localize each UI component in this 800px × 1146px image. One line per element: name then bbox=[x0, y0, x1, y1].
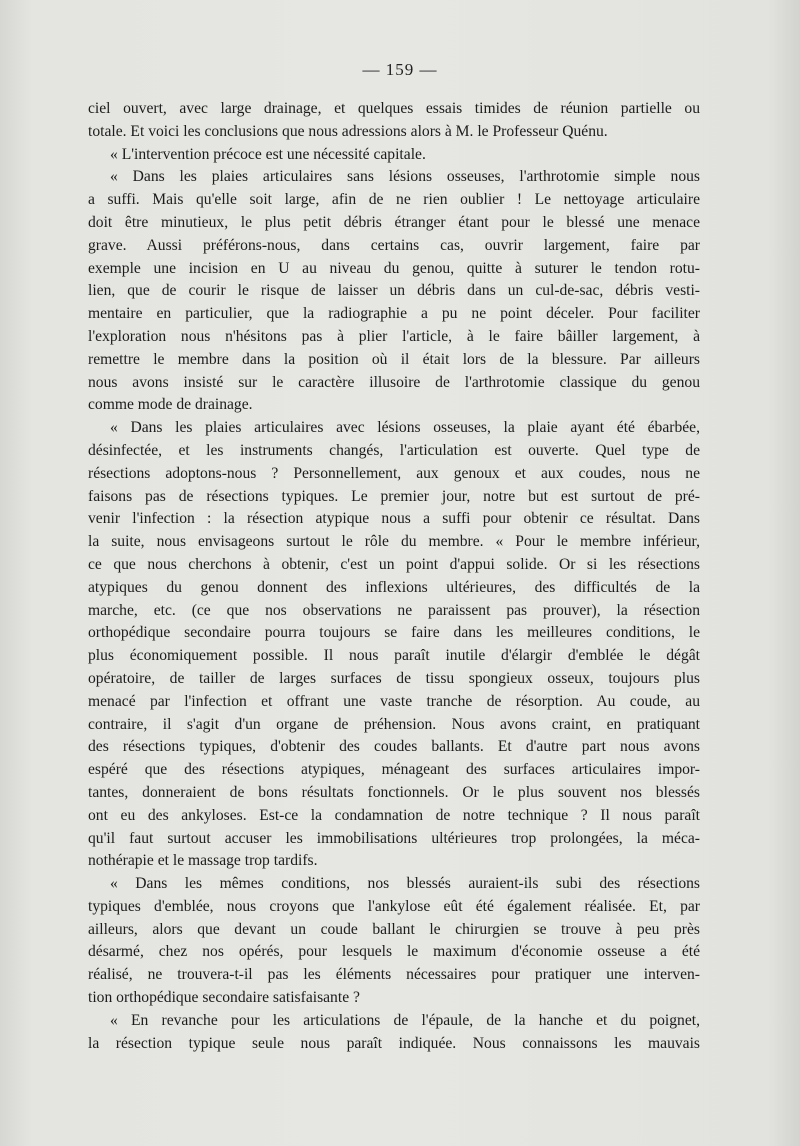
paragraph-line: plus économiquement possible. Il nous paraît inutile d'élargir d'emblée le dégât bbox=[88, 647, 700, 665]
paragraph-line: exemple une incision en U au niveau du genou, quitte à suturer le tendon rotu- bbox=[88, 259, 700, 277]
paragraph-line: doit être minutieux, le plus petit débris étranger étant pour le blessé une menace bbox=[88, 213, 700, 231]
paragraph-line: totale. Et voici les conclusions que nous adressions alors à M. le Professeur Quénu. bbox=[88, 122, 608, 140]
paragraph-line: marche, etc. (ce que nos observations ne paraissent pas prouver), la résection bbox=[88, 601, 700, 619]
paragraph-line: désinfectée, et les instruments changés, l'articulation est ouverte. Quel type de bbox=[88, 441, 700, 459]
paragraph-line: la résection typique seule nous paraît indiquée. Nous connaissons les mauvais bbox=[88, 1034, 700, 1052]
body-text bbox=[88, 98, 700, 1055]
paragraph-line: ailleurs, alors que devant un coude ballant le chirurgien se trouve à peu près bbox=[88, 920, 700, 938]
paragraph-line: atypiques du genou donnent des inflexions ultérieures, des difficultés de la bbox=[88, 578, 700, 596]
page-number: — 159 — bbox=[362, 60, 438, 79]
paragraph-line: « Dans les plaies articulaires avec lésions osseuses, la plaie ayant été ébarbée, bbox=[110, 419, 700, 437]
paragraph-line: contraire, il s'agit d'un organe de préhension. Nous avons craint, en pratiquant bbox=[88, 715, 700, 733]
paragraph-line: faisons pas de résections typiques. Le premier jour, notre but est surtout de pré- bbox=[88, 487, 700, 505]
paragraph-line: nous avons insisté sur le caractère illusoire de l'arthrotomie classique du genou bbox=[88, 373, 700, 391]
paragraph-line: opératoire, de tailler de larges surfaces de tissu spongieux osseux, toujours plus bbox=[88, 669, 700, 687]
paragraph-line: qu'il faut surtout accuser les immobilisations ultérieures trop prolongées, la méca- bbox=[88, 829, 700, 847]
paragraph-line: des résections typiques, d'obtenir des coudes ballants. Et d'autre part nous avons bbox=[88, 738, 700, 756]
paragraph-line: réalisé, ne trouvera-t-il pas les éléments nécessaires pour pratiquer une interven- bbox=[88, 966, 700, 984]
paragraph-line: a suffi. Mais qu'elle soit large, afin de ne rien oublier ! Le nettoyage articulaire bbox=[88, 191, 700, 209]
paragraph-line: « Dans les mêmes conditions, nos blessés auraient-ils subi des résections bbox=[110, 875, 700, 893]
paragraph-line: tion orthopédique secondaire satisfaisante ? bbox=[88, 989, 360, 1007]
paragraph-line: lien, que de courir le risque de laisser un débris dans un cul-de-sac, débris vesti- bbox=[88, 282, 700, 300]
paragraph-line: « L'intervention précoce est une nécessité capitale. bbox=[110, 145, 426, 163]
paragraph-line: l'exploration nous n'hésitons pas à plier l'article, à le faire bâiller largement, à bbox=[88, 327, 700, 345]
paragraph-line: orthopédique secondaire pourra toujours se faire dans les meilleures conditions, le bbox=[88, 624, 700, 642]
paragraph-line: espéré que des résections atypiques, ménageant des surfaces articulaires impor- bbox=[88, 761, 700, 779]
paragraph-line: grave. Aussi préférons-nous, dans certains cas, ouvrir largement, faire par bbox=[88, 236, 700, 254]
paragraph-line: typiques d'emblée, nous croyons que l'ankylose eût été également réalisée. Et, par bbox=[88, 897, 700, 915]
paragraph-line: tantes, donneraient de bons résultats fonctionnels. Or le plus souvent nos blessés bbox=[88, 783, 700, 801]
paragraph-line: nothérapie et le massage trop tardifs. bbox=[88, 852, 318, 870]
paragraph-line: menacé par l'infection et offrant une vaste tranche de résorption. Au coude, au bbox=[88, 692, 700, 710]
paragraph-line: résections adoptons-nous ? Personnellement, aux genoux et aux coudes, nous ne bbox=[88, 464, 700, 482]
paragraph-line: « Dans les plaies articulaires sans lésions osseuses, l'arthrotomie simple nous bbox=[110, 168, 700, 186]
paragraph-line: ont eu des ankyloses. Est-ce la condamnation de notre technique ? Il nous paraît bbox=[88, 806, 700, 824]
paragraph-line: mentaire en particulier, que la radiographie a pu ne point déceler. Pour faciliter bbox=[88, 305, 700, 323]
paragraph-line: comme mode de drainage. bbox=[88, 396, 253, 414]
paragraph: ciel ouvert, avec large drainage, et quelques essais timides de réunion partielle ou bbox=[88, 100, 700, 117]
paragraph-line: désarmé, chez nos opérés, pour lesquels le maximum d'économie osseuse a été bbox=[88, 943, 700, 961]
paragraph-line: ce que nous cherchons à obtenir, c'est un point d'appui solide. Or si les résections bbox=[88, 555, 700, 573]
paragraph-line: remettre le membre dans la position où il était lors de la blessure. Par ailleurs bbox=[88, 350, 700, 368]
paragraph-line: venir l'infection : la résection atypique nous a suffi pour obtenir ce résultat. Dans bbox=[88, 510, 700, 528]
paragraph-line: « En revanche pour les articulations de l'épaule, de la hanche et du poignet, bbox=[110, 1011, 700, 1029]
paragraph-line: la suite, nous envisageons surtout le rôle du membre. « Pour le membre inférieur, bbox=[88, 533, 700, 551]
